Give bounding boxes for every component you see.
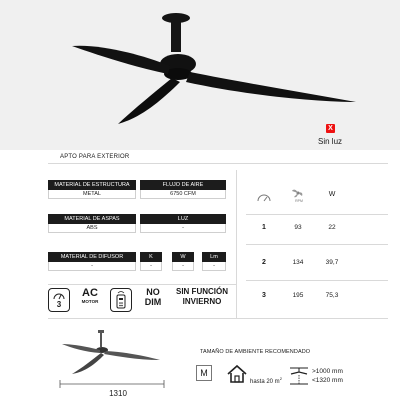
aspas-value: ABS	[48, 224, 136, 233]
watt-3: 75,3	[325, 292, 339, 299]
divider	[48, 318, 388, 319]
lm-value: -	[202, 262, 226, 271]
speedometer-icon	[256, 189, 272, 199]
outdoor-suitable-label: APTO PARA EXTERIOR	[60, 154, 130, 160]
k-header: K	[140, 252, 162, 262]
motor-label: MOTOR	[81, 299, 99, 304]
speed-3: 3	[262, 292, 266, 299]
speed-1: 1	[262, 224, 266, 231]
area-text: hasta 20 m	[250, 379, 280, 385]
difusor-value: -	[48, 262, 136, 271]
diameter-label: 1310	[109, 389, 127, 398]
estructura-header: MATERIAL DE ESTRUCTURA	[48, 180, 136, 190]
height-min: >1000 mm	[312, 368, 343, 375]
ambiente-title: TAMAÑO DE AMBIENTE RECOMENDADO	[200, 349, 311, 355]
estructura-value: METAL	[48, 190, 136, 199]
no-dim-feature	[140, 288, 166, 312]
rpm-3: 195	[292, 292, 304, 299]
ceiling-fan-image	[0, 0, 400, 150]
ac-label: AC	[82, 287, 98, 299]
aspas-header: MATERIAL DE ASPAS	[48, 214, 136, 224]
fan-diagram	[40, 326, 170, 392]
sin-funcion-label: SIN FUNCIÓN	[176, 287, 228, 296]
remote-feature	[110, 288, 132, 312]
no-light-x-icon: X	[326, 124, 335, 133]
watt-2: 39,7	[325, 259, 339, 266]
speeds-count: 3	[56, 300, 62, 309]
lm-header: Lm	[202, 252, 226, 262]
w-value: -	[172, 262, 194, 271]
area-sup: 2	[279, 376, 282, 381]
no-winter-feature	[172, 288, 232, 312]
rpm-2: 134	[292, 259, 304, 266]
height-range	[312, 367, 343, 385]
remote-control-icon	[111, 289, 131, 311]
rpm-header: RPM	[295, 199, 303, 203]
luz-header: LUZ	[140, 214, 226, 224]
watt-header: W	[328, 191, 336, 198]
luz-value: -	[140, 224, 226, 233]
rpm-1: 93	[294, 224, 302, 231]
no-label: NO	[146, 287, 160, 297]
divider	[48, 284, 236, 285]
column-divider	[236, 170, 237, 318]
w-header: W	[172, 252, 194, 262]
speeds-feature	[48, 288, 70, 312]
product-hero	[0, 0, 400, 150]
ac-motor-feature	[78, 288, 102, 312]
speedometer-icon	[49, 290, 69, 300]
house-icon	[226, 364, 248, 384]
invierno-label: INVIERNO	[182, 297, 222, 306]
area-label	[250, 376, 282, 385]
divider	[48, 163, 388, 164]
fan-rpm-icon	[290, 186, 306, 200]
height-max: <1320 mm	[312, 377, 343, 384]
k-value: -	[140, 262, 162, 271]
ceiling-height-icon	[288, 366, 310, 386]
speed-2: 2	[262, 259, 266, 266]
flujo-value: 6750 CFM	[140, 190, 226, 199]
dim-label: DIM	[144, 297, 162, 307]
no-light-label: Sin luz	[318, 137, 343, 146]
divider	[246, 244, 388, 245]
difusor-header: MATERIAL DE DIFUSOR	[48, 252, 136, 262]
divider	[246, 280, 388, 281]
watt-1: 22	[328, 224, 336, 231]
divider	[246, 214, 388, 215]
size-code-badge: M	[196, 365, 212, 381]
flujo-header: FLUJO DE AIRE	[140, 180, 226, 190]
